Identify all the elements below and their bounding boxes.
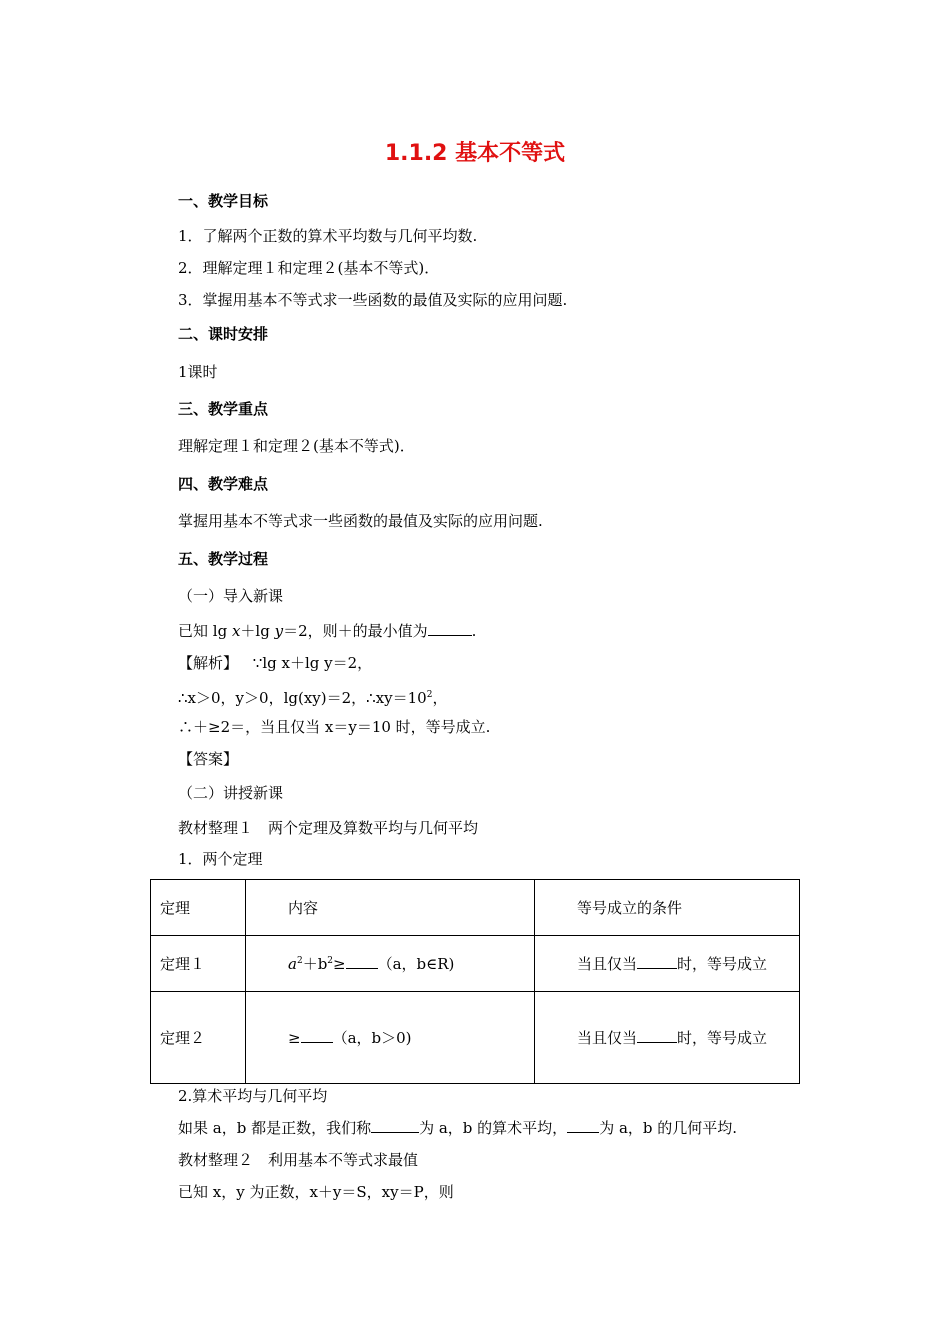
header-condition: 等号成立的条件 — [535, 880, 800, 936]
section-heading-objectives: 一、教学目标 — [178, 192, 269, 210]
analysis-line-1 — [178, 653, 372, 673]
section-heading-schedule: 二、课时安排 — [178, 325, 269, 343]
material-section-1: 教材整理１ 两个定理及算数平均与几何平均 — [178, 819, 479, 837]
subsection-lecture: （二）讲授新课 — [178, 784, 284, 802]
key-points-text: 理解定理１和定理２(基本不等式)． — [178, 437, 415, 455]
analysis-line-3: ∴＋≥2＝，当且仅当 x＝y＝10 时，等号成立. — [178, 718, 491, 736]
means-text-1: 如果 a，b 都是正数，我们称 — [178, 1119, 372, 1137]
subsection-intro: （一）导入新课 — [178, 587, 284, 605]
exponent: 2 — [327, 956, 334, 966]
question-text-3: ＝2，则＋的最小值为 — [283, 622, 428, 640]
last-line: 已知 x，y 为正数，x＋y＝S，xy＝P，则 — [178, 1183, 454, 1201]
theorem-2-condition — [535, 992, 800, 1084]
table-header-row — [151, 880, 800, 936]
objective-item-3: 3．掌握用基本不等式求一些函数的最值及实际的应用问题. — [178, 291, 568, 309]
theorem-1-name: 定理１ — [151, 936, 246, 992]
means-text-3: 为 a，b 的几何平均. — [599, 1119, 738, 1137]
geometric-mean-blank — [567, 1118, 599, 1133]
theorems-table — [150, 879, 800, 1084]
ge-symbol: ≥ — [333, 955, 346, 973]
difficulties-text: 掌握用基本不等式求一些函数的最值及实际的应用问题. — [178, 512, 543, 530]
analysis-line-2-end: ， — [432, 689, 448, 707]
domain-text: （a，b＞0) — [332, 1029, 412, 1047]
analysis-text: ∵lg x＋lg y＝2， — [252, 654, 373, 672]
section-heading-difficulties: 四、教学难点 — [178, 475, 269, 493]
condition-blank — [637, 1028, 677, 1043]
objective-item-2: 2．理解定理１和定理２(基本不等式)． — [178, 259, 440, 277]
question-end: . — [471, 622, 477, 640]
section-heading-process: 五、教学过程 — [178, 550, 269, 568]
analysis-line-2-text: ∴x＞0，y＞0，lg(xy)＝2，∴xy＝10 — [178, 689, 427, 707]
means-definition — [178, 1118, 737, 1138]
ge-symbol: ≥ — [288, 1029, 301, 1047]
condition-suffix: 时，等号成立 — [677, 1029, 768, 1047]
table-row — [151, 936, 800, 992]
condition-blank — [637, 954, 677, 969]
domain-text: （a，b∈R) — [377, 955, 455, 973]
question-var-y: y — [274, 622, 284, 640]
arithmetic-mean-blank — [371, 1118, 419, 1133]
intro-question — [178, 621, 476, 641]
theorem-2-content — [246, 992, 535, 1084]
header-content: 内容 — [246, 880, 535, 936]
question-text-1: 已知 lg — [178, 622, 232, 640]
objective-item-1: 1．了解两个正数的算术平均数与几何平均数. — [178, 227, 478, 245]
condition-suffix: 时，等号成立 — [677, 955, 768, 973]
theorem-1-content — [246, 936, 535, 992]
answer-label: 【答案】 — [178, 750, 239, 768]
question-var-x: x — [231, 622, 241, 640]
material-section-2: 教材整理２ 利用基本不等式求最值 — [178, 1151, 419, 1169]
var-a: a — [288, 955, 297, 973]
page-title: 1.1.2 基本不等式 — [384, 141, 566, 166]
exponent: 2 — [296, 956, 303, 966]
material-item-means: 2.算术平均与几何平均 — [178, 1087, 328, 1105]
section-heading-key-points: 三、教学重点 — [178, 400, 269, 418]
material-item-two-theorems: 1．两个定理 — [178, 850, 263, 868]
analysis-line-2 — [178, 685, 447, 708]
means-text-2: 为 a，b 的算术平均， — [419, 1119, 568, 1137]
answer-blank — [428, 621, 472, 636]
theorem-2-name: 定理２ — [151, 992, 246, 1084]
condition-prefix: 当且仅当 — [577, 1029, 638, 1047]
exponent: 2 — [426, 690, 433, 700]
theorem-1-condition — [535, 936, 800, 992]
content-blank — [346, 954, 378, 969]
content-blank — [301, 1028, 333, 1043]
plus-b: ＋b — [302, 955, 328, 973]
header-theorem: 定理 — [151, 880, 246, 936]
table-row — [151, 992, 800, 1084]
schedule-text: 1课时 — [178, 363, 218, 381]
question-text-2: ＋lg — [240, 622, 275, 640]
condition-prefix: 当且仅当 — [577, 955, 638, 973]
analysis-label: 【解析】 — [178, 654, 239, 672]
